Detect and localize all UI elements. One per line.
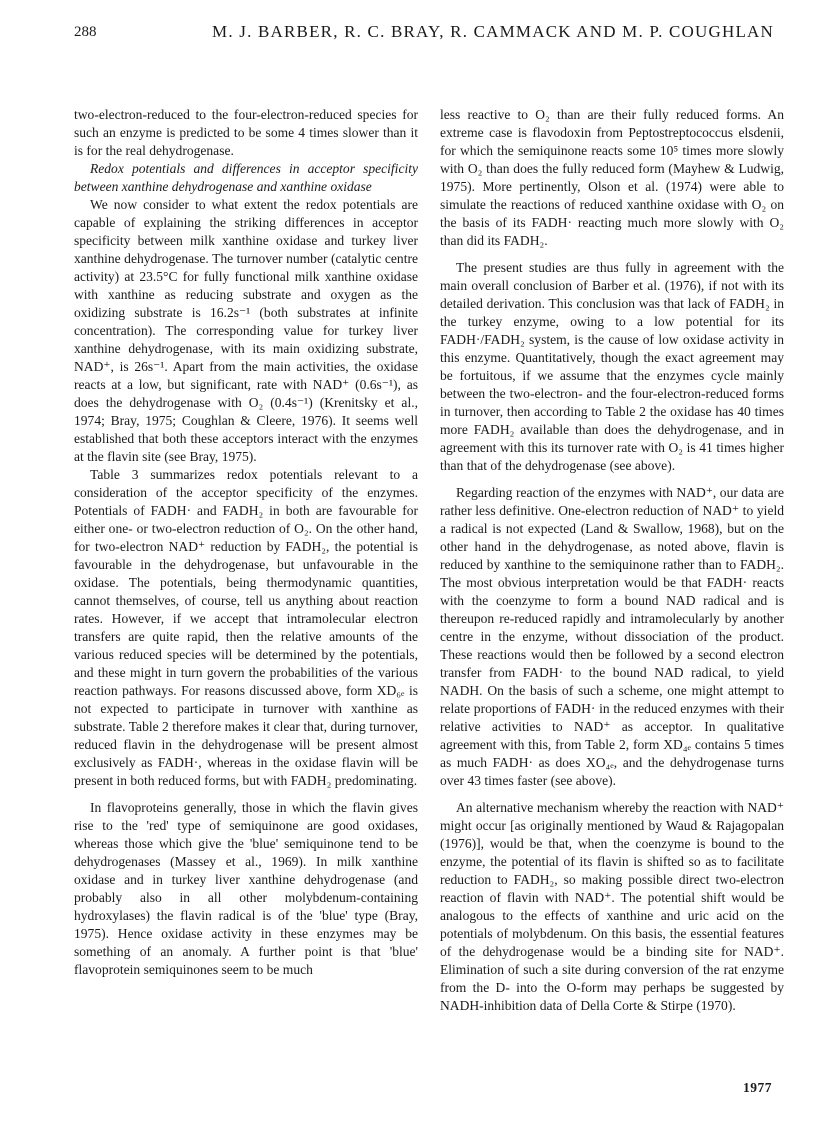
right-column — [440, 106, 784, 1015]
paragraph: The present studies are thus fully in agreement with the main overall conclusion of Barber et al. (1976), if not with its detailed derivation. This conclusion was that lack of FADH₂ in the turkey enzyme, owing to a low potential for its FADH·/FADH₂ system, is the cause of low oxidase activity in this enzyme. Quantitatively, though the exact agreement may be fortuitous, if we assume that the enzymes cycle mainly between the two-electron- and the four-electron-reduced forms in turnover, then according to Table 2 the oxidase has 40 times more FADH₂ available than does the dehydrogenase, and in agreement with this its turnover rate with O₂ is 41 times higher than that of the dehydrogenase (see above). — [440, 260, 784, 473]
section-heading: Redox potentials and differences in acceptor specificity between xanthine dehydrogenase and xanthine oxidase — [74, 161, 418, 194]
left-column — [74, 106, 418, 979]
paragraph: Table 3 summarizes redox potentials relevant to a consideration of the acceptor specificity of the enzymes. Potentials of FADH· and FADH₂ in both are favourable for either one- or two-electron reduction of O₂. On the other hand, for two-electron NAD⁺ reduction by FADH₂, the potential is favourable in the dehydrogenase, but unfavourable in the oxidase. The potentials, being thermodynamic quantities, cannot themselves, of course, tell us anything about reaction rates. However, if we accept that intramolecular electron transfers are quite rapid, then the relative amounts of the various reduced species will be determined by the potentials, and these might in turn govern the probabilities of the various reaction pathways. For reasons discussed above, form XD₆ₑ is not expected to participate in turnover with xanthine as substrate. Table 2 therefore makes it clear that, during turnover, reduced flavin in the dehydrogenase will be present almost exclusively as FADH·, whereas in the oxidase flavin will be present in both reduced forms, but with FADH₂ predominating. — [74, 467, 418, 788]
paragraph: An alternative mechanism whereby the reaction with NAD⁺ might occur [as originally mentioned by Waud & Rajagopalan (1976)], would be that, when the coenzyme is bound to the enzyme, the potential of its flavin is shifted so as to facilitate reduction to FADH₂, so making possible direct two-electron reaction of flavin with NAD⁺. The potential shift would be analogous to the effects of xanthine and uric acid on the potentials of molybdenum. On this basis, the essential features of the dehydrogenase would be a binding site for NAD⁺. Elimination of such a site during conversion of the rat enzyme from the D- into the O-form may perhaps be suggested by NADH-inhibition data of Della Corte & Stirpe (1970). — [440, 800, 784, 1013]
paragraph: Regarding reaction of the enzymes with NAD⁺, our data are rather less definitive. One-electron reduction of NAD⁺ to yield a radical is not expected (Land & Swallow, 1968), but on the other hand in the dehydrogenase, as noted above, flavin is reduced by xanthine to the semiquinone rather than to FADH₂. The most obvious interpretation would be that FADH· reacts with the coenzyme to form a bound NAD radical and is thereupon re-reduced rapidly and intramolecularly by another centre in the enzyme, without dissociation of the product. These reactions would then be followed by a second electron transfer from FADH· to the bound NAD radical, to yield NADH. On the basis of such a scheme, one might attempt to relate proportions of FADH· in the reduced enzymes with their relative activities to NAD⁺ as acceptor. In qualitative agreement with this, from Table 2, form XD₄ₑ contains 5 times as much FADH· as does XO₄ₑ, and the dehydrogenase turns over 43 times faster (see above). — [440, 485, 784, 788]
paragraph: In flavoproteins generally, those in which the flavin gives rise to the 'red' type of semiquinone are good oxidases, whereas those which give the 'blue' semiquinone tend to be dehydrogenases (Massey et al., 1969). In milk xanthine oxidase and in turkey liver xanthine dehydrogenase (and probably also in all other molybdenum-containing hydroxylases) the flavin radical is of the 'blue' type (Bray, 1975). Hence oxidase activity in these enzymes may be something of an anomaly. A further point is that 'blue' flavoprotein semiquinones seem to be much — [74, 800, 418, 977]
paragraph: two-electron-reduced to the four-electron-reduced species for such an enzyme is predicted to be some 4 times slower than it is for the real dehydrogenase. — [74, 107, 418, 158]
page-number: 288 — [74, 24, 97, 40]
journal-year: 1977 — [743, 1080, 772, 1095]
running-header-authors: M. J. BARBER, R. C. BRAY, R. CAMMACK AND M. P. COUGHLAN — [212, 22, 774, 41]
paragraph: less reactive to O₂ than are their fully reduced forms. An extreme case is flavodoxin from Peptostreptococcus elsdenii, for which the semiquinone reacts some 10⁵ times more slowly with O₂ than does the fully reduced form (Mayhew & Ludwig, 1975). More pertinently, Olson et al. (1974) were able to simulate the reactions of reduced xanthine oxidase with O₂ on the basis of its FADH· reacting much more slowly with O₂ than did its FADH₂. — [440, 107, 784, 248]
running-header — [74, 22, 774, 46]
paragraph: We now consider to what extent the redox potentials are capable of explaining the striking differences in acceptor specificity between milk xanthine oxidase and turkey liver xanthine dehydrogenase. The turnover number (catalytic centre activity) at 23.5°C for fully functional milk xanthine oxidase with xanthine as reducing substrate and oxygen as the oxidizing substrate is 16.2s⁻¹ (both substrates at infinite concentration). The corresponding value for turkey liver xanthine dehydrogenase, with its main oxidizing substrate, NAD⁺, is 26s⁻¹. Apart from the main activities, the oxidase reacts at a low, but significant, rate with NAD⁺ (0.6s⁻¹), as does the dehydrogenase with O₂ (0.4s⁻¹) (Krenitsky et al., 1974; Bray, 1975; Coughlan & Cleere, 1976). It seems well established that both these acceptors interact with the enzymes at the flavin site (see Bray, 1975). — [74, 197, 418, 464]
